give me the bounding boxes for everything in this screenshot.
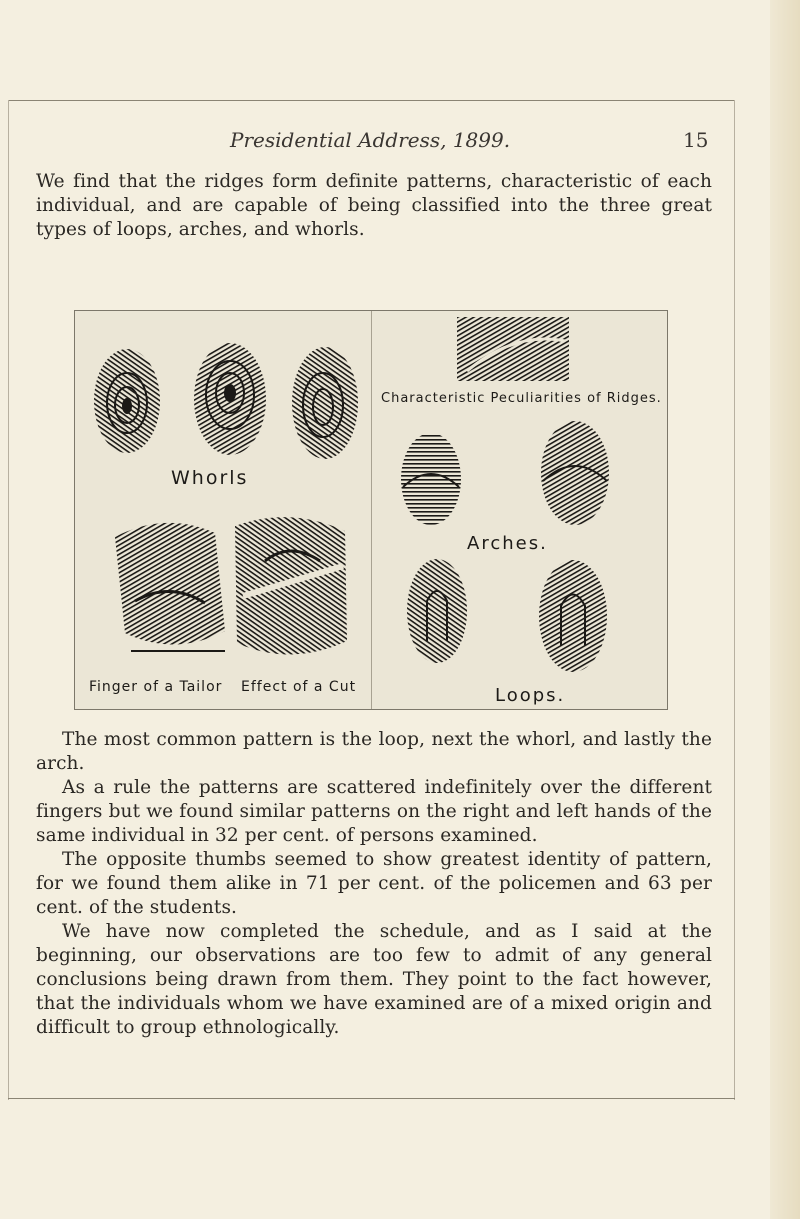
fingerprint-plate: [74, 310, 668, 710]
cut-effect-label: Effect of a Cut: [241, 679, 357, 695]
whorls-label: Whorls: [171, 467, 249, 489]
loop-print-2: [539, 560, 607, 672]
conclusion-paragraph: We have now completed the schedule, and as I said at the beginning, our observations are too few to admit of any general conclusions being drawn from them. They point to the fact however, that the individuals whom we have examined are of a mixed origin and difficult to group ethnologically.: [36, 921, 712, 1038]
tailor-finger-print: [115, 523, 225, 651]
whorl-print-2: [194, 343, 266, 455]
tailor-finger-label: Finger of a Tailor: [89, 679, 223, 695]
scattered-patterns-paragraph: As a rule the patterns are scattered indefinitely over the different fingers but we found similar patterns on the right and left hands of the same individual in 32 per cent. of persons examined.: [36, 777, 712, 846]
loops-label: Loops.: [495, 685, 566, 706]
ridge-peculiarities-label: Characteristic Peculiarities of Ridges.: [381, 391, 662, 406]
ridge-detail-print: [457, 317, 569, 381]
running-title: Presidential Address, 1899.: [230, 128, 511, 152]
page-header: [0, 128, 740, 158]
body-text: [36, 728, 712, 1040]
intro-paragraph: We find that the ridges form definite patterns, characteristic of each individual, and are capable of being classified into the three great types of loops, arches, and whorls.: [36, 171, 712, 240]
arch-print-1: [401, 433, 461, 525]
page-frame-right: [734, 100, 735, 1100]
arch-print-2: [541, 421, 609, 525]
common-pattern-paragraph: The most common pattern is the loop, next the whorl, and lastly the arch.: [36, 729, 712, 774]
page-frame-left: [8, 100, 9, 1100]
whorl-print-3: [292, 347, 358, 459]
loop-print-1: [407, 559, 467, 663]
page-frame-bottom: [8, 1098, 735, 1099]
whorl-print-1: [94, 349, 160, 453]
page-number: 15: [683, 128, 709, 152]
thumbs-paragraph: The opposite thumbs seemed to show greatest identity of pattern, for we found them alike in 71 per cent. of the policemen and 63 per cent. of the students.: [36, 849, 712, 918]
page-edge: [770, 0, 800, 1219]
plate-divider: [371, 311, 372, 709]
page-frame-top: [8, 100, 734, 101]
cut-finger-print: [235, 517, 347, 654]
arches-label: Arches.: [467, 533, 548, 554]
